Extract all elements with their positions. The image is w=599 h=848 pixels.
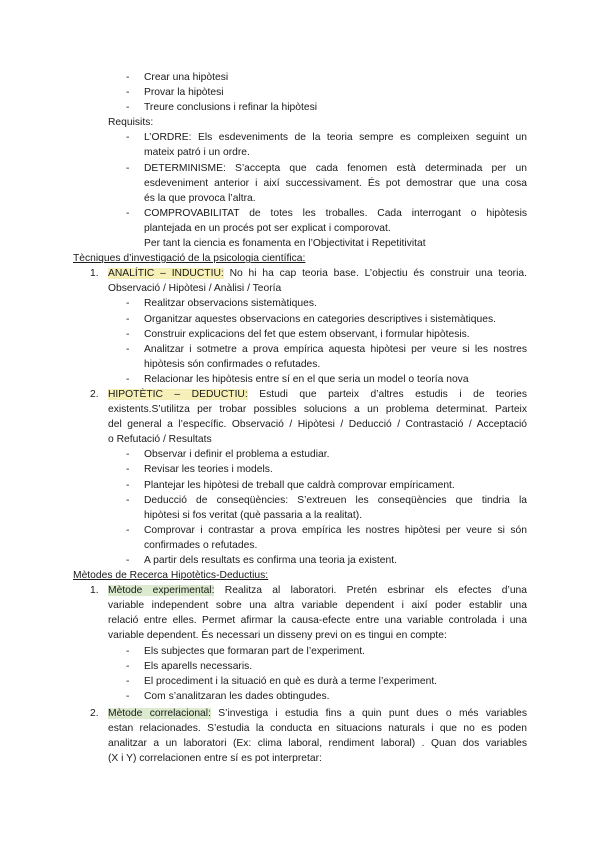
item-text: analitzar a un laboratori (Ex: clima laboral, rendiment laboral) . Quan dos variables (108, 738, 527, 750)
bullet-dash: - (126, 675, 130, 687)
requisit-text: Per tant la ciencia es fonamenta en l’Objectivitat i Repetitivitat (144, 238, 426, 250)
section-heading: Tècniques d’investigació de la psicologia científica: (73, 253, 306, 265)
requisit-text: esdeveniment anterior i així successivament. És pot demostrar que una cosa (144, 177, 527, 189)
list-item: - Plantejar les hipòtesi de treball que caldrà comprovar empíricament. (0, 478, 527, 493)
requisit-text: plantejada en un procés pot ser explicat i comporovat. (144, 222, 391, 234)
requisit-text: és la que provoca l’altra. (144, 192, 256, 204)
item-text: existents.S’utilitza per trobar possibles solucions a un problema determinat. Parteix (108, 404, 527, 416)
requisit-text: DETERMINISME: S’accepta que cada fenomen està determinada per un (144, 162, 527, 174)
list-item: - Revisar les teories i models. (0, 462, 527, 477)
highlighted-term: HIPOTÈTIC – DEDUCTIU: (108, 388, 248, 400)
list-item: - Analitzar i sotmetre a prova empírica aquesta hipòtesi per veure si les nostres hipòtesis són confirmades o refutades. (126, 343, 527, 370)
list-item: - Realitzar observacions sistemàtiques. (0, 296, 527, 311)
list-item: - Comprovar i contrastar a prova empírica les nostres hipòtesi per veure si són confirmades o refutades. (126, 524, 527, 551)
item-text: (X i Y) correlacionen entre sí es pot interpretar: (108, 753, 322, 765)
item-text: del general a l’específic. Observació / Hipòtesi / Deducció / Contrastació / Acceptació (108, 419, 527, 431)
bullet-dash: - (126, 162, 130, 174)
item-text: S’investiga i estudia fins a quin punt dues o més variables (210, 707, 527, 719)
item-text: Estudi que parteix d’altres estudis i de teories (247, 388, 527, 400)
item-text: variable independent sobre una altra variable dependent i així poder establir una (108, 600, 527, 612)
item-text: relació entre elles. Permet afirmar la causa-efecte entre una variable controlada i una (108, 615, 527, 627)
item-text: estan relacionades. S’estudia la conducta en situacions naturals i que no es poden (108, 723, 527, 735)
bullet-dash: - (126, 298, 130, 310)
item-text: Observació / Hipòtesi / Anàlisi / Teoría (108, 283, 282, 295)
item-text: o Refutació / Resultats (108, 434, 212, 446)
bullet-dash: - (126, 72, 130, 83)
requisit-text: mateix patró i un ordre. (144, 147, 250, 159)
list-item: - A partir dels resultats es confirma una teoria ja existent. (0, 553, 527, 568)
bullet-dash: - (126, 524, 130, 536)
list-item: - Els subjectes que formaran part de l’experiment. (0, 644, 527, 659)
highlighted-term: Mètode correlacional: (108, 707, 211, 719)
bullet-dash: - (126, 313, 130, 325)
bullet-dash: - (126, 494, 130, 506)
highlighted-term: Mètode experimental: (108, 585, 215, 597)
item-number: 1. (90, 585, 99, 597)
bullet-dash: - (126, 102, 130, 114)
numbered-item (0, 583, 527, 643)
item-text: Realitza al laboratori. Pretén esbrinar els efectes d’una (214, 585, 527, 597)
requisits-heading: Requisits: (108, 117, 154, 129)
list-item: - El procediment i la situació en què es durà a terme l’experiment. (0, 674, 527, 689)
list-item: - Construir explicacions del fet que estem observant, i formular hipòtesis. (0, 327, 527, 342)
bullet-dash: - (126, 645, 130, 657)
bullet-dash: - (126, 132, 130, 144)
bullet-dash: - (126, 464, 130, 476)
highlighted-term: ANALÍTIC – INDUCTIU: (108, 268, 224, 280)
list-item (0, 206, 527, 251)
numbered-item (0, 706, 527, 766)
bullet-dash: - (126, 207, 130, 219)
list-item: - Organitzar aquestes observacions en categories descriptives i sistemàtiques. (0, 312, 527, 327)
list-item: - Relacionar les hipòtesis entre sí en el que seria un model o teoría nova (0, 372, 527, 387)
requisit-text: COMPROVABILITAT de totes les troballes. Cada interrogant o hipòtesis (144, 207, 527, 219)
list-item: - Com s’analitzaran les dades obtingudes. (0, 689, 527, 704)
bullet-dash: - (126, 690, 130, 702)
bullet-dash: - (126, 555, 130, 566)
item-number: 2. (90, 707, 99, 719)
step-text: Treure conclusions i refinar la hipòtesi (144, 102, 318, 114)
list-item: - Observar i definir el problema a estudiar. (0, 447, 527, 462)
bullet-dash: - (126, 660, 130, 672)
requisit-text: L’ORDRE: Els esdeveniments de la teoria sempre es compleixen seguint un (144, 132, 527, 144)
bullet-dash: - (126, 373, 130, 385)
list-item (0, 161, 527, 206)
list-item (0, 100, 527, 115)
item-number: 2. (90, 388, 99, 400)
section-heading: Mètodes de Recerca Hipotètics-Deductius: (73, 570, 269, 582)
item-text: No hi ha cap teoria base. L’objectiu és construir una teoria. (223, 268, 527, 280)
list-item: - Els aparells necessaris. (0, 659, 527, 674)
numbered-item (0, 387, 527, 447)
step-text: Crear una hipòtesi (144, 72, 229, 83)
bullet-dash: - (126, 87, 130, 99)
numbered-item (0, 266, 527, 296)
bullet-dash: - (126, 449, 130, 461)
document-page (0, 70, 599, 766)
bullet-dash: - (126, 479, 130, 491)
bullet-dash: - (126, 343, 130, 355)
list-item (0, 70, 527, 85)
item-number: 1. (90, 268, 99, 280)
list-item (0, 85, 527, 100)
step-text: Provar la hipòtesi (144, 87, 224, 99)
list-item (0, 130, 527, 160)
item-text: variable dependent. És necessari un disseny previ on es tingui en compte: (108, 630, 447, 642)
list-item: - Deducció de conseqüències: S’extreuen les conseqüències que tindria la hipòtesi si fos veritat (què passaria a la realitat). (126, 494, 527, 521)
bullet-dash: - (126, 328, 130, 340)
